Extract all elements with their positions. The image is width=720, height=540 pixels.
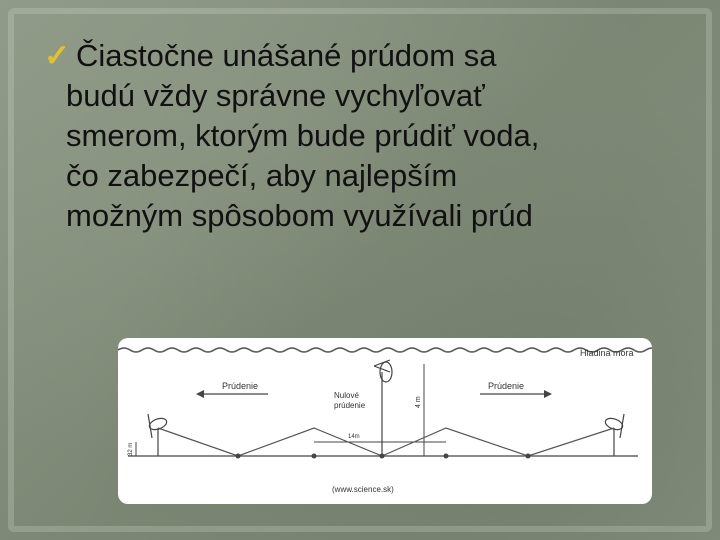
bullet-line-1 bbox=[44, 36, 694, 76]
zero-current-label-2: prúdenie bbox=[334, 401, 366, 410]
bullet-line-1-text: Čiastočne unášané prúdom sa bbox=[75, 38, 497, 73]
diagram-credit: (www.science.sk) bbox=[332, 485, 394, 494]
turbine-diagram-svg bbox=[118, 338, 652, 504]
anchor-point bbox=[526, 454, 531, 459]
bullet-line-3: smerom, ktorým bude prúdiť voda, bbox=[66, 118, 540, 153]
anchor-point bbox=[312, 454, 317, 459]
right-turbine-blade bbox=[620, 414, 624, 438]
current-right-label: Prúdenie bbox=[488, 381, 525, 391]
checkmark-icon: ✓ bbox=[44, 38, 70, 73]
bullet-text-block bbox=[44, 36, 694, 236]
bullet-line-4: čo zabezpečí, aby najlepším bbox=[66, 158, 458, 193]
height-label: 32 m bbox=[128, 442, 134, 456]
anchor-point bbox=[236, 454, 241, 459]
bullet-line-5: možným spôsobom využívali prúd bbox=[66, 198, 533, 233]
current-right-arrowhead bbox=[544, 390, 552, 398]
zero-current-label-1: Nulové bbox=[334, 391, 359, 400]
anchor-point bbox=[444, 454, 449, 459]
sea-surface-label: Hladina mora bbox=[580, 348, 634, 358]
bullet-line-2: budú vždy správne vychyľovať bbox=[66, 78, 485, 113]
current-left-arrowhead bbox=[196, 390, 204, 398]
anchor-point bbox=[380, 454, 385, 459]
current-left-label: Prúdenie bbox=[222, 381, 259, 391]
sea-surface-line bbox=[118, 348, 652, 352]
depth-label: 4 m bbox=[415, 396, 422, 408]
spacing-label: 14m bbox=[348, 434, 360, 440]
left-turbine-blade bbox=[148, 414, 152, 438]
turbine-diagram bbox=[118, 338, 652, 504]
